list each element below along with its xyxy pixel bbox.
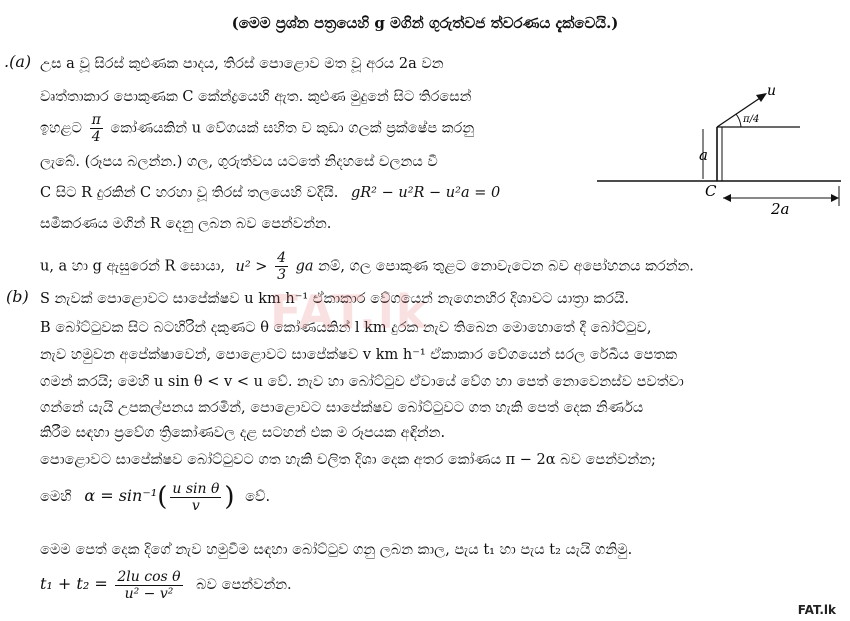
- condition-denominator: 3: [277, 267, 286, 283]
- centre-label: C: [705, 182, 717, 200]
- part-a-line-3-text: කෝණයකින් u වේගයක් සහිත ව කුඩා ගලක් ප්‍රක්ෂේප කරනු: [110, 120, 475, 137]
- alpha-close-paren: ): [224, 482, 235, 512]
- part-b-line-8-text: මෙහි: [40, 489, 72, 505]
- time-sum-denominator: u² − v²: [124, 585, 174, 602]
- angle-prefix: ඉහළට: [40, 120, 82, 137]
- part-b-line-10: මෙම පෙත් දෙක දිගේ නැව හමුවීම සඳහා බෝට්ටුව ගනු ලබන කාල, පැය t₁ හා පැය t₂ යැයි ගනිමු.: [40, 542, 633, 558]
- part-b-marker: (b): [6, 287, 29, 306]
- page-header: (මෙම ප්‍රශ්න පත්‍රයෙහි g මගින් ගුරුත්වජ ත්වරණය දැක්වෙයි.): [231, 14, 619, 32]
- velocity-arrow-head: [756, 93, 767, 102]
- height-label: a: [699, 146, 708, 164]
- alpha-fraction: [170, 481, 221, 514]
- time-sum-numerator: 2lu cos θ: [117, 568, 181, 585]
- part-b-line-2: B බෝට්ටුවක සිට බටහිරින් දකුණට θ කෝණයකින් l km දුරක නැව තිබෙන මොහොතේ දී බෝට්ටුව,: [40, 320, 652, 336]
- angle-numerator: π: [91, 112, 101, 128]
- part-b-line-7: පොළොවට සාපේක්ෂව බෝට්ටුවට ගත හැකි චලිත දිශා දෙක අතර කෝණය π − 2α බව පෙන්වන්න;: [40, 452, 656, 468]
- width-arrow-head-right: [831, 194, 839, 202]
- part-a-line-6: සමීකරණය මගින් R දෙනු ලබන බව පෙන්වන්න.: [40, 216, 332, 232]
- time-sum-lhs: t₁ + t₂ =: [40, 574, 108, 593]
- projectile-figure: [595, 82, 845, 217]
- part-a-line-2: වෘත්තාකාර පොකුණක C කේන්ද්‍රයෙහි ඇත. කුළුණ මුදුනේ සිට තිරසෙන්: [40, 89, 472, 105]
- width-arrow-head-left: [723, 194, 731, 202]
- part-a-marker: .(a): [4, 52, 32, 71]
- condition-fraction: [275, 250, 288, 283]
- part-b-line-9-text: වේ.: [245, 489, 271, 505]
- part-a-line-7-text: u, a හා g ඇසුරෙන් R සොයා,: [40, 258, 225, 275]
- part-b-line-11-text: බව පෙන්වන්න.: [196, 577, 292, 593]
- velocity-label: u: [767, 83, 777, 99]
- part-a-line-5: [40, 183, 500, 203]
- alpha-numerator: u sin θ: [172, 480, 220, 497]
- alpha-lhs: α = sin⁻¹: [84, 486, 158, 505]
- part-b-line-5: ගන්නේ යැයි උපකල්පනය කරමින්, පොළොවට සාපේක්ෂව බෝට්ටුවට ගත හැකි පෙත් දෙක නිර්ණය: [40, 400, 644, 416]
- condition-rhs: ga: [295, 258, 314, 275]
- part-a-line-5-text: C සිට R දුරකින් C හරහා වූ තිරස් තලයෙහි වදියි.: [40, 185, 339, 201]
- condition-numerator: 4: [277, 250, 286, 266]
- part-a-line-8-text: නම්, ගල පොකුණ තුළට නොවැටෙන බව අපෝහනය කරන්න.: [318, 258, 694, 275]
- time-sum-fraction: [115, 569, 182, 602]
- watermark: FAT.lk: [270, 285, 429, 339]
- part-b-line-1: S නැවක් පොළොවට සාපේක්ෂව u km h⁻¹ ඒකාකාර වේගයෙන් නැගෙනහිර දිශාවට යාත්‍රා කරයි.: [40, 291, 630, 307]
- part-b-line-3: නැව හමුවන අපේක්ෂාවෙන්, පොළොවට සාපේක්ෂව v km h⁻¹ ඒකාකාර වේගයෙන් සරල රේඛීය පෙතක: [40, 347, 678, 363]
- quadratic-equation: gR² − u²R − u²a = 0: [350, 185, 501, 201]
- part-b-line-6: කිරීම සඳහා ප්‍රවේග ත්‍රිකෝණවල දළ සටහන් එක ම රූපයක අඳින්න.: [40, 425, 446, 441]
- angle-label: π/4: [743, 114, 760, 125]
- part-a-line-4: ලැබේ. (රූපය බලන්න.) ගල, ගුරුත්වය යටතේ නිදහසේ චලනය වී: [40, 154, 438, 170]
- angle-arc: [736, 114, 741, 127]
- footer-logo: FAT.lk: [797, 603, 836, 617]
- part-a-line-7: [40, 250, 694, 283]
- condition-lhs: u² >: [235, 258, 268, 275]
- alpha-open-paren: (: [157, 482, 168, 512]
- angle-fraction: [90, 112, 103, 145]
- alpha-denominator: v: [191, 497, 200, 514]
- part-a-line-1: උස a වූ සිරස් කුළුණක පාදය, තිරස් පොළොව මත වූ අරය 2a වන: [40, 56, 444, 72]
- alpha-definition-line: [40, 476, 270, 517]
- part-b-line-4: ගමන් කරයි; මෙහි u sin θ < v < u වේ. නැව හා බෝට්ටුව ඒවායේ වේග හා පෙත් නොවෙනස්ව පවත්වා: [40, 374, 684, 390]
- radius-label: 2a: [771, 200, 790, 217]
- part-a-line-3: [40, 112, 474, 145]
- time-sum-line: [40, 564, 292, 605]
- angle-denominator: 4: [91, 129, 101, 145]
